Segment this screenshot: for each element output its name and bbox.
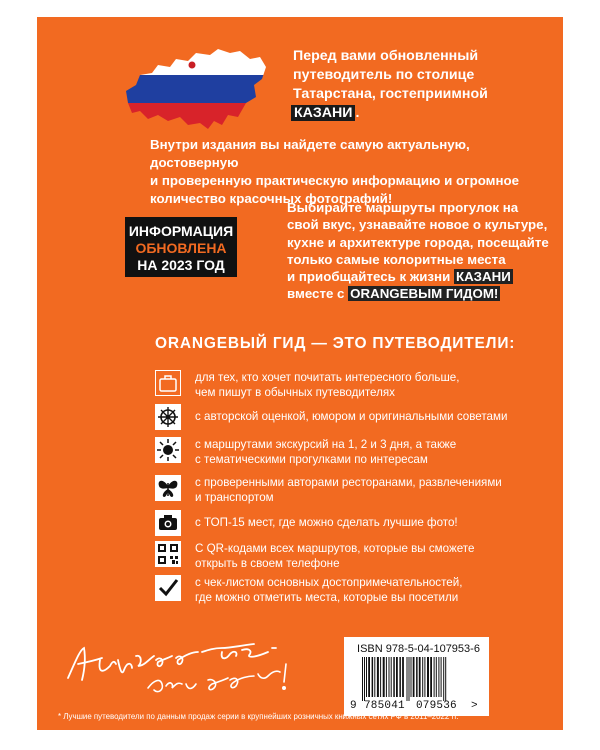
barcode-bar <box>402 657 404 697</box>
barcode-bar <box>424 657 425 697</box>
feature-line: с чек-листом основных достопримечательностей, <box>195 576 463 589</box>
barcode-lead-digit: 9 <box>350 700 357 712</box>
feature-line: для тех, кто хочет почитать интересного больше, <box>195 371 460 384</box>
barcode-bar <box>380 657 381 697</box>
handwritten-signature <box>58 630 308 705</box>
brand-highlight: ORANGEВЫМ ГИДОМ! <box>350 286 499 302</box>
intro-text <box>293 47 543 123</box>
camera-icon <box>155 510 181 536</box>
ship-wheel-icon <box>155 404 181 430</box>
feature-line: с авторской оценкой, юмором и оригинальными советами <box>195 410 508 423</box>
barcode-bar <box>411 657 412 697</box>
barcode-digit-group: 079536 <box>416 700 457 712</box>
feature-text <box>195 475 555 505</box>
features-heading: ORANGEВЫЙ ГИД — ЭТО ПУТЕВОДИТЕЛИ: <box>155 335 516 352</box>
barcode-bar <box>416 657 418 697</box>
badge-line: НА 2023 ГОД <box>137 257 225 273</box>
intro-line <box>293 104 543 123</box>
feature-text <box>195 541 555 571</box>
barcode-bar <box>434 657 435 697</box>
book-back-cover <box>37 17 563 730</box>
feature-text <box>195 409 555 424</box>
barcode <box>362 657 472 701</box>
feature-line: с проверенными авторами ресторанами, развлечениями <box>195 476 502 489</box>
intro-dot: . <box>355 105 360 121</box>
routes-line: свой вкус, узнавайте новое о культуре, <box>287 217 548 233</box>
feature-line: открыть в своем телефоне <box>195 557 340 570</box>
isbn-barcode-box <box>344 637 489 716</box>
barcode-digit-group: 785041 <box>364 700 405 712</box>
sun-icon <box>155 437 181 463</box>
intro-line: путеводитель по столице <box>293 67 475 83</box>
feature-text <box>195 515 555 530</box>
isbn-number: ISBN 978-5-04-107953-6 <box>357 643 480 655</box>
barcode-bar <box>413 657 415 697</box>
butterfly-icon <box>155 475 181 501</box>
barcode-bar <box>393 657 395 697</box>
barcode-bar <box>445 657 446 701</box>
barcode-arrow: > <box>471 700 478 712</box>
barcode-bar <box>374 657 375 697</box>
city-highlight: КАЗАНИ <box>455 269 511 285</box>
intro-line: Татарстана, гостеприимной <box>293 86 488 102</box>
intro-line: Перед вами обновленный <box>293 48 479 64</box>
barcode-bar <box>436 657 437 697</box>
barcode-bar <box>377 657 379 697</box>
barcode-bar <box>372 657 374 697</box>
barcode-bar <box>419 657 421 697</box>
barcode-bar <box>386 657 387 697</box>
inside-line: и проверенную практическую информацию и огромное <box>150 173 520 188</box>
qr-code-icon <box>155 541 181 567</box>
barcode-bar <box>391 657 392 697</box>
barcode-bar <box>409 657 410 701</box>
barcode-bar <box>396 657 398 697</box>
barcode-bar <box>407 657 408 701</box>
barcode-bar <box>438 657 439 697</box>
feature-line: с ТОП-15 мест, где можно сделать лучшие фото! <box>195 516 458 529</box>
barcode-bar <box>441 657 442 697</box>
feature-line: где можно отметить места, которые вы посетили <box>195 591 459 604</box>
routes-line: кухне и архитектуре города, посещайте <box>287 234 549 250</box>
footnote: * Лучшие путеводители по данным продаж серии в крупнейших розничных книжных сетях РФ в 2011–2022 гг. <box>58 712 459 721</box>
feature-line: с маршрутами экскурсий на 1, 2 и 3 дня, а также <box>195 438 457 451</box>
feature-text <box>195 575 555 605</box>
inside-text <box>150 136 550 208</box>
inside-line: количество красочных фотографий! <box>150 191 393 206</box>
barcode-bar <box>389 657 390 697</box>
feature-line: С QR-кодами всех маршрутов, которые вы сможете <box>195 542 475 555</box>
feature-line: с тематическими прогулками по интересам <box>195 453 428 466</box>
feature-line: и транспортом <box>195 491 274 504</box>
barcode-bar <box>443 657 444 701</box>
barcode-bar <box>399 657 401 697</box>
routes-fragment: и приобщайтесь к жизни <box>287 269 454 285</box>
suitcase-icon <box>155 370 181 396</box>
barcode-bar <box>364 657 365 701</box>
russia-flag-map <box>118 45 268 133</box>
feature-text <box>195 437 555 467</box>
badge-line-highlight: ОБНОВЛЕНА <box>135 240 227 256</box>
city-highlight: КАЗАНИ <box>291 105 355 121</box>
city-marker-icon <box>188 61 196 69</box>
feature-line: чем пишут в обычных путеводителях <box>195 386 395 399</box>
routes-fragment: вместе с <box>287 286 349 302</box>
barcode-bar <box>422 657 423 697</box>
barcode-bar <box>366 657 367 697</box>
barcode-bar <box>368 657 370 697</box>
barcode-bar <box>430 657 432 697</box>
inside-line: Внутри издания вы найдете самую актуальную, достоверную <box>150 137 470 170</box>
checkmark-icon <box>155 575 181 601</box>
updated-2023-badge <box>125 217 237 277</box>
badge-line: ИНФОРМАЦИЯ <box>128 223 234 239</box>
routes-line <box>287 285 563 302</box>
feature-text <box>195 370 555 400</box>
routes-line: только самые колоритные места <box>287 251 506 267</box>
barcode-bar <box>383 657 385 697</box>
barcode-bar <box>427 657 429 697</box>
routes-text <box>287 199 563 303</box>
routes-line <box>287 268 563 285</box>
barcode-bar <box>362 657 363 701</box>
routes-line: Выбирайте маршруты прогулок на <box>287 200 519 215</box>
